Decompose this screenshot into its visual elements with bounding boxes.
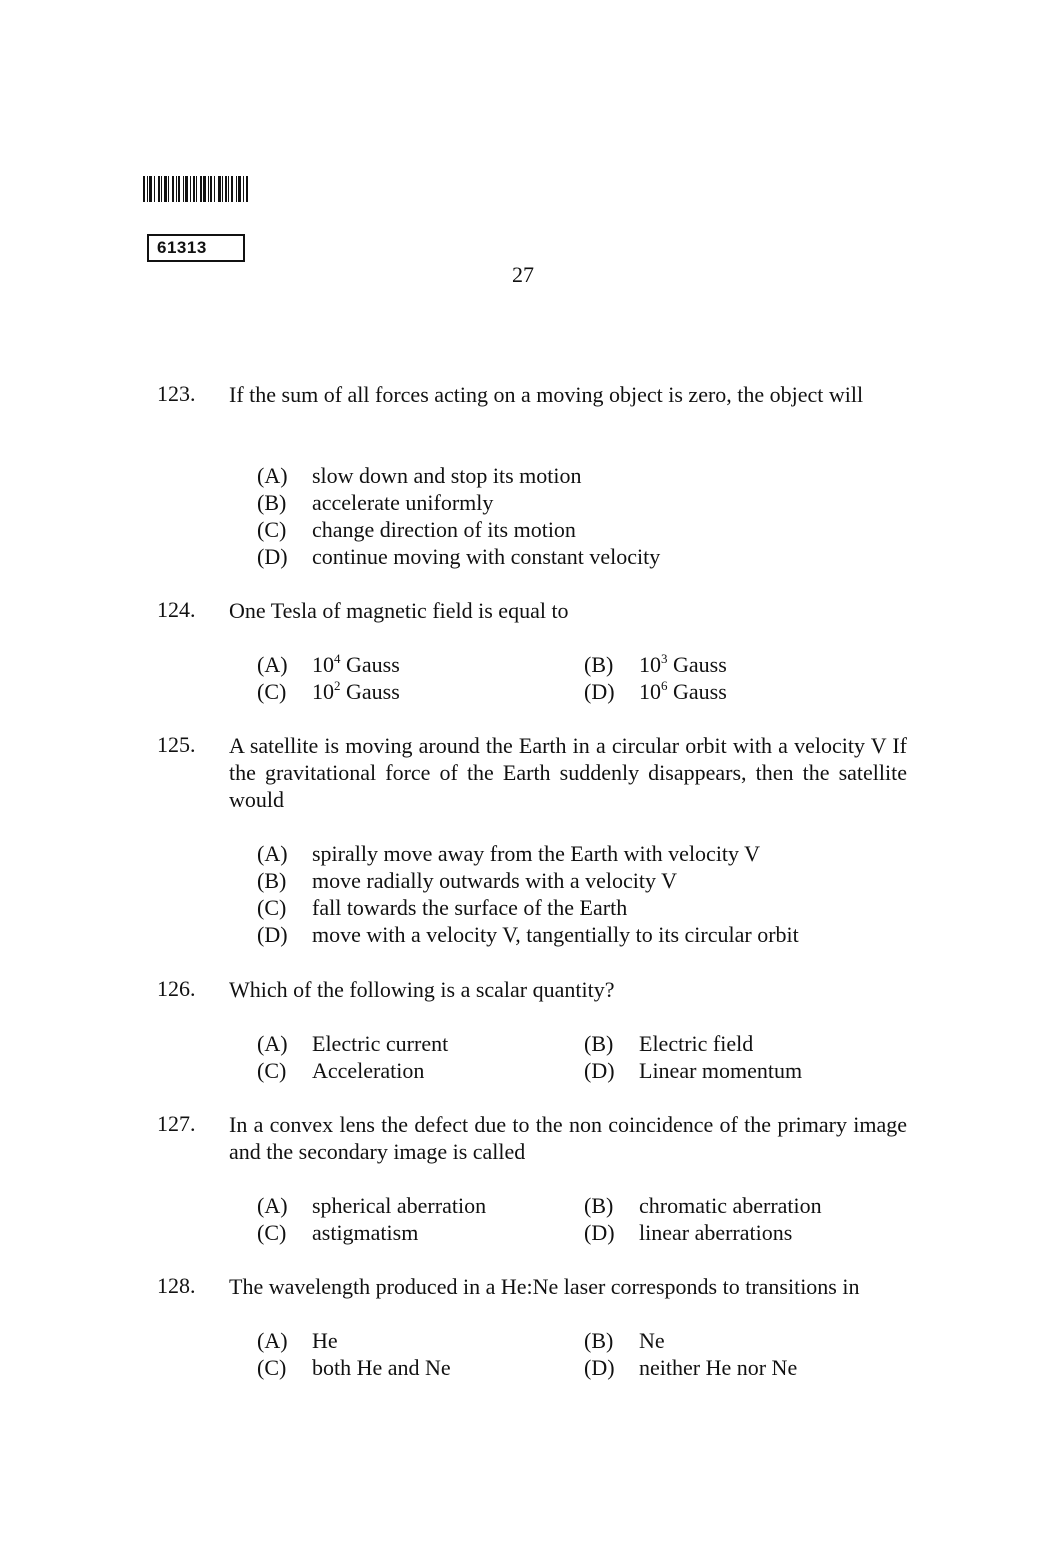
option-b (257, 867, 799, 894)
option-label: (A) (257, 841, 288, 866)
option-d (257, 921, 799, 948)
option-label: (D) (584, 1058, 615, 1083)
options-grid (257, 1030, 897, 1084)
option-label: (B) (584, 1193, 614, 1218)
question-text: One Tesla of magnetic field is equal to (229, 598, 569, 623)
options-grid (257, 1327, 897, 1381)
question-text: Which of the following is a scalar quantity? (229, 977, 615, 1002)
option-c (257, 516, 660, 543)
question-text: If the sum of all forces acting on a moving object is zero, the object will (229, 382, 864, 407)
question-text: The wavelength produced in a He:Ne laser corresponds to transitions in (229, 1274, 860, 1299)
option-label: (C) (257, 679, 287, 704)
option-base: 10 (312, 652, 334, 677)
question-number: 126. (157, 976, 196, 1001)
option-c (257, 1219, 418, 1246)
booklet-code: 61313 (147, 234, 245, 262)
option-label: (D) (584, 679, 615, 704)
option-a (257, 1327, 338, 1354)
option-base: 10 (312, 679, 334, 704)
option-unit: Gauss (340, 679, 400, 704)
option-d (584, 1354, 797, 1381)
option-a (257, 651, 400, 678)
option-label: (A) (257, 652, 288, 677)
page-number: 27 (512, 262, 534, 287)
option-b (584, 1030, 753, 1057)
option-d (584, 1057, 802, 1084)
option-exponent: 6 (661, 678, 668, 693)
question-number: 127. (157, 1111, 196, 1136)
option-text: fall towards the surface of the Earth (312, 895, 628, 920)
option-label: (D) (584, 1355, 615, 1380)
option-label: (D) (257, 544, 288, 569)
option-text: linear aberrations (639, 1220, 793, 1245)
option-c (257, 894, 799, 921)
question-text: In a convex lens the defect due to the non coincidence of the primary image and the secondary image is called (229, 1112, 907, 1164)
options-grid (257, 1192, 897, 1246)
question-125 (157, 732, 907, 947)
option-label: (B) (257, 490, 287, 515)
option-c (257, 678, 400, 705)
option-text: He (312, 1328, 338, 1353)
question-number: 128. (157, 1273, 196, 1298)
question-123 (157, 381, 907, 569)
option-text: Linear momentum (639, 1058, 803, 1083)
option-unit: Gauss (667, 652, 727, 677)
option-text: Electric current (312, 1031, 449, 1056)
option-label: (B) (584, 652, 614, 677)
option-unit: Gauss (667, 679, 727, 704)
option-label: (C) (257, 517, 287, 542)
option-text: Acceleration (312, 1058, 425, 1083)
option-unit: Gauss (340, 652, 400, 677)
option-a (257, 1030, 448, 1057)
option-b (584, 1327, 665, 1354)
option-label: (B) (584, 1328, 614, 1353)
question-127 (157, 1111, 907, 1245)
options-list (257, 840, 799, 948)
question-126 (157, 976, 907, 1083)
option-base: 10 (639, 652, 661, 677)
question-number: 123. (157, 381, 196, 406)
option-label: (C) (257, 1058, 287, 1083)
question-text: A satellite is moving around the Earth in a circular orbit with a velocity V If the gravitational force of the Earth suddenly disappears, then the satellite would (229, 733, 907, 812)
option-d (584, 678, 727, 705)
option-text: neither He nor Ne (639, 1355, 798, 1380)
option-text: both He and Ne (312, 1355, 451, 1380)
option-label: (B) (584, 1031, 614, 1056)
option-text: move with a velocity V, tangentially to its circular orbit (312, 922, 799, 947)
option-label: (A) (257, 1328, 288, 1353)
question-number: 125. (157, 732, 196, 757)
question-124 (157, 597, 907, 704)
option-label: (D) (584, 1220, 615, 1245)
option-text: accelerate uniformly (312, 490, 494, 515)
option-a (257, 462, 660, 489)
options-grid (257, 651, 897, 705)
option-label: (A) (257, 1193, 288, 1218)
option-b (584, 1192, 822, 1219)
option-label: (D) (257, 922, 288, 947)
option-label: (C) (257, 895, 287, 920)
question-128 (157, 1273, 907, 1380)
option-text: spirally move away from the Earth with velocity V (312, 841, 761, 866)
option-label: (C) (257, 1220, 287, 1245)
option-c (257, 1354, 451, 1381)
option-d (584, 1219, 792, 1246)
option-a (257, 840, 799, 867)
option-exponent: 3 (661, 651, 668, 666)
options-list (257, 462, 660, 570)
question-number: 124. (157, 597, 196, 622)
option-b (257, 489, 660, 516)
option-text: chromatic aberration (639, 1193, 822, 1218)
option-label: (C) (257, 1355, 287, 1380)
option-text: slow down and stop its motion (312, 463, 582, 488)
option-exponent: 4 (334, 651, 341, 666)
option-d (257, 543, 660, 570)
option-exponent: 2 (334, 678, 341, 693)
option-label: (A) (257, 463, 288, 488)
option-text: change direction of its motion (312, 517, 576, 542)
option-label: (A) (257, 1031, 288, 1056)
option-base: 10 (639, 679, 661, 704)
option-text: astigmatism (312, 1220, 419, 1245)
option-text: spherical aberration (312, 1193, 487, 1218)
option-text: Electric field (639, 1031, 754, 1056)
barcode (143, 176, 285, 202)
option-c (257, 1057, 424, 1084)
option-label: (B) (257, 868, 287, 893)
option-a (257, 1192, 486, 1219)
option-b (584, 651, 727, 678)
option-text: continue moving with constant velocity (312, 544, 661, 569)
option-text: move radially outwards with a velocity V (312, 868, 677, 893)
option-text: Ne (639, 1328, 665, 1353)
